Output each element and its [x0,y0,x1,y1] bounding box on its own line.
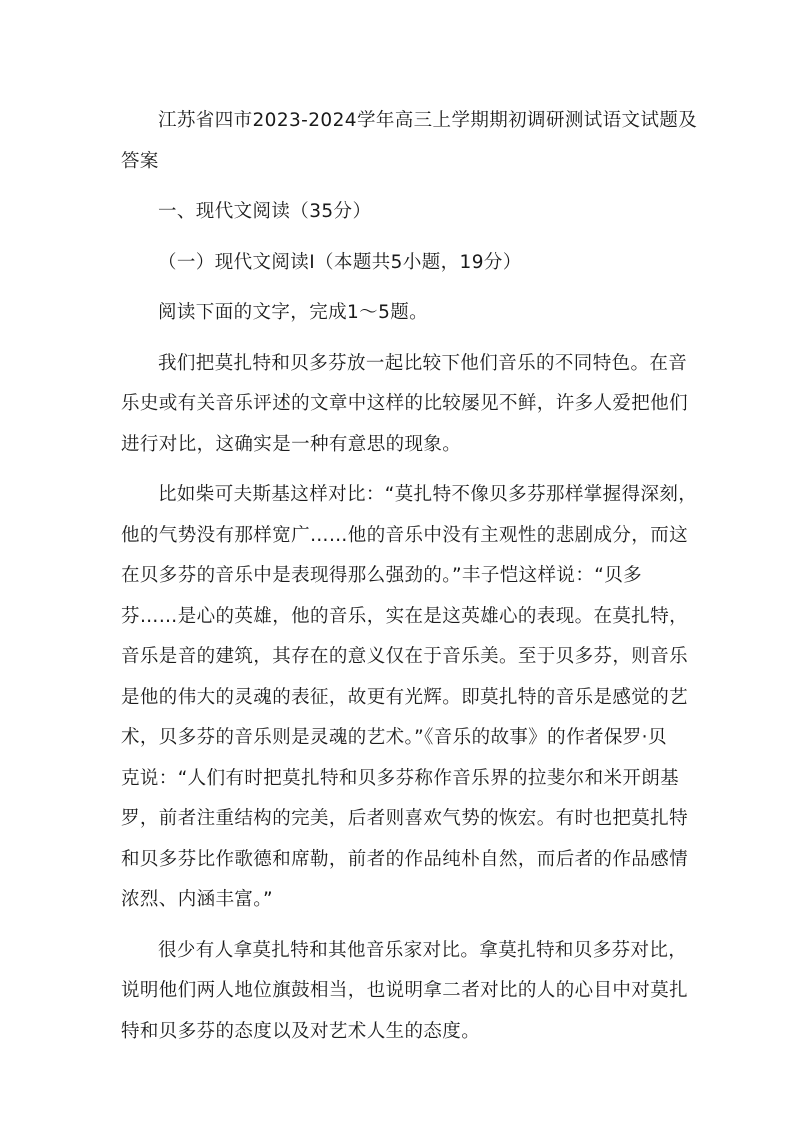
paragraph-2 [121,475,698,921]
paragraph-line: 罗，前者注重结构的完美，后者则喜欢气势的恢宏。有时也把莫扎特 [121,808,689,829]
paragraph-line: 很少有人拿莫扎特和其他音乐家对比。拿莫扎特和贝多芬对比， [158,939,688,961]
paragraph-line: 和贝多芬比作歌德和席勒，前者的作品纯朴自然，而后者的作品感情 [121,848,689,870]
paragraph-line: 浓烈、内涵丰富。” [121,889,273,910]
section-heading: 一、现代文阅读（35分） [158,201,372,222]
paragraph-3 [121,931,693,1053]
spacer [121,233,693,243]
paragraph-line: 乐史或有关音乐评述的文章中这样的比较屡见不鲜，许多人爱把他们 [121,393,689,414]
paragraph-1 [121,344,693,466]
paragraph-line: 克说：“人们有时把莫扎特和贝多芬称作音乐界的拉斐尔和米开朗基 [121,767,680,789]
document-body [121,101,698,1052]
spacer [121,921,693,931]
paragraph-line: 进行对比，这确实是一种有意思的现象。 [121,433,462,455]
paragraph-line: 音乐是音的建筑，其存在的意义仅在于音乐美。至于贝多芬，则音乐 [121,646,689,667]
spacer [121,182,693,192]
spacer [121,465,693,475]
paragraph-line: 特和贝多芬的态度以及对艺术人生的态度。 [121,1020,481,1042]
spacer [121,334,693,344]
paragraph-line: 在贝多芬的音乐中是表现得那么强劲的。”丰子恺这样说：“贝多 [121,565,643,586]
paragraph-line: 说明他们两人地位旗鼓相当，也说明拿二者对比的人的心目中对莫扎 [121,980,689,1001]
paragraph-line: 比如柴可夫斯基这样对比：“莫扎特不像贝多芬那样掌握得深刻， [158,484,698,505]
paragraph-line: 他的气势没有那样宽广……他的音乐中没有主观性的悲剧成分，而这 [121,524,689,546]
paragraph-line: 芬……是心的英雄，他的音乐，实在是这英雄心的表现。在莫扎特， [121,605,689,627]
paragraph-line: 术，贝多芬的音乐则是灵魂的艺术。”《音乐的故事》的作者保罗·贝 [121,727,667,748]
document-title-line-2: 答案 [121,150,159,172]
paragraph-line: 我们把莫扎特和贝多芬放一起比较下他们音乐的不同特色。在音 [158,352,688,374]
spacer [121,283,693,293]
paragraph-line: 是他的伟大的灵魂的表征，故更有光辉。即莫扎特的音乐是感觉的艺 [121,686,689,708]
subsection-heading: （一）现代文阅读I（本题共5小题，19分） [158,251,522,273]
document-title-line-1: 江苏省四市2023-2024学年高三上学期期初调研测试语文试题及 [158,110,698,131]
reading-instruction: 阅读下面的文字，完成1～5题。 [158,302,429,323]
